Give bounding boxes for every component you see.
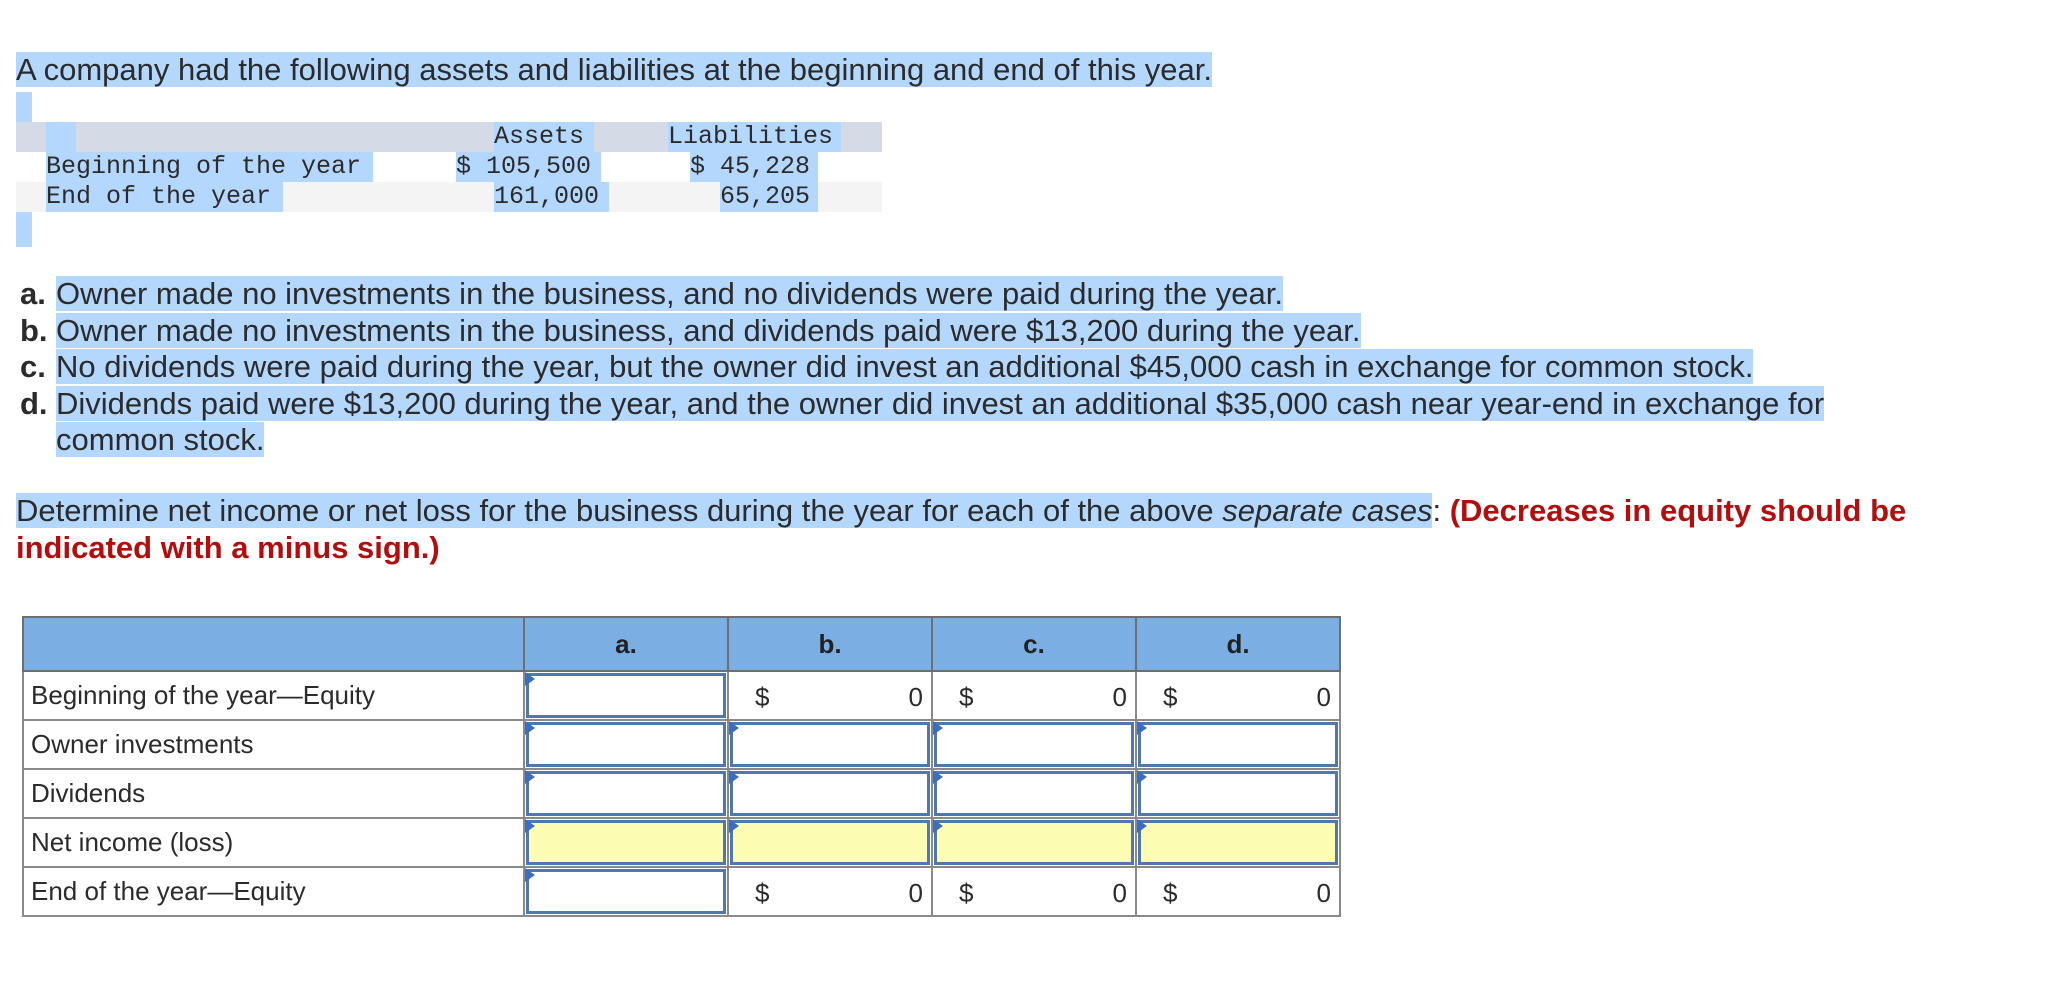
beginning-equity-b-value: $ 0	[728, 671, 932, 720]
net-income-b-input[interactable]	[730, 820, 930, 865]
data-table-row	[16, 182, 882, 212]
case-item: c. No dividends were paid during the year, but the owner did invest an additional $45,000 cash in exchange for common stock.	[20, 349, 1754, 384]
beginning-equity-c-value: $ 0	[932, 671, 1136, 720]
end-equity-d-value: $ 0	[1136, 867, 1340, 916]
cell-marker-icon	[525, 819, 535, 833]
table-row	[23, 769, 1340, 818]
cell-marker-icon	[525, 672, 535, 686]
owner-investments-c-input[interactable]	[934, 722, 1134, 767]
liabilities-value: $ 45,228	[690, 152, 818, 182]
row-label: End of the year	[46, 182, 283, 212]
cell-marker-icon	[933, 819, 943, 833]
row-label: End of the year—Equity	[23, 867, 524, 916]
answer-table	[22, 616, 1341, 917]
row-label: Net income (loss)	[23, 818, 524, 867]
table-row	[23, 818, 1340, 867]
end-equity-b-value: $ 0	[728, 867, 932, 916]
beginning-equity-a-input[interactable]	[526, 673, 726, 718]
dividends-a-input[interactable]	[526, 771, 726, 816]
dividends-c-input[interactable]	[934, 771, 1134, 816]
end-equity-c-value: $ 0	[932, 867, 1136, 916]
net-income-c-input[interactable]	[934, 820, 1134, 865]
cell-marker-icon	[525, 868, 535, 882]
row-label: Dividends	[23, 769, 524, 818]
cell-marker-icon	[1137, 770, 1147, 784]
cell-marker-icon	[729, 819, 739, 833]
case-item: b. Owner made no investments in the business, and dividends paid were $13,200 during the year.	[20, 312, 1361, 348]
case-list	[20, 276, 1916, 459]
answer-table-header	[23, 617, 1340, 671]
liabilities-value: 65,205	[720, 182, 818, 212]
liabilities-header: Liabilities	[668, 122, 841, 152]
cell-marker-icon	[525, 721, 535, 735]
net-income-a-input[interactable]	[526, 820, 726, 865]
cell-marker-icon	[933, 770, 943, 784]
row-label: Owner investments	[23, 720, 524, 769]
dividends-d-input[interactable]	[1138, 771, 1338, 816]
selection-marker	[16, 92, 32, 122]
row-label: Beginning of the year	[46, 152, 373, 182]
table-row	[23, 867, 1340, 916]
owner-investments-a-input[interactable]	[526, 722, 726, 767]
assets-value: $ 105,500	[456, 152, 601, 182]
column-a-header: a.	[524, 617, 728, 671]
table-row	[23, 671, 1340, 720]
column-b-header: b.	[728, 617, 932, 671]
owner-investments-b-input[interactable]	[730, 722, 930, 767]
assets-liabilities-table	[16, 122, 882, 212]
column-c-header: c.	[932, 617, 1136, 671]
cell-marker-icon	[1137, 819, 1147, 833]
row-label: Beginning of the year—Equity	[23, 671, 524, 720]
instruction-text: Determine net income or net loss for the business during the year for each of the above separate cases: (Decreases in equity should be indicated with a minus sign.)	[16, 493, 1907, 565]
selection-marker	[16, 212, 32, 247]
intro-text: A company had the following assets and liabilities at the beginning and end of this year.	[16, 52, 1213, 87]
case-item: d. Dividends paid were $13,200 during the year, and the owner did invest an additional $35,000 cash near year-end in exchange for common stock.	[20, 385, 1825, 457]
cell-marker-icon	[729, 770, 739, 784]
table-row	[23, 720, 1340, 769]
cell-marker-icon	[525, 770, 535, 784]
owner-investments-d-input[interactable]	[1138, 722, 1338, 767]
assets-value: 161,000	[494, 182, 609, 212]
end-equity-a-input[interactable]	[526, 869, 726, 914]
net-income-d-input[interactable]	[1138, 820, 1338, 865]
cell-marker-icon	[729, 721, 739, 735]
beginning-equity-d-value: $ 0	[1136, 671, 1340, 720]
dividends-b-input[interactable]	[730, 771, 930, 816]
data-table-header	[16, 122, 882, 152]
assets-header: Assets	[494, 122, 594, 152]
column-d-header: d.	[1136, 617, 1340, 671]
minus-sign-note: (Decreases in equity should be indicated with a minus sign.)	[16, 493, 1907, 565]
cell-marker-icon	[1137, 721, 1147, 735]
case-item: a. Owner made no investments in the business, and no dividends were paid during the year.	[20, 276, 1283, 311]
data-table-row	[16, 152, 882, 182]
cell-marker-icon	[933, 721, 943, 735]
